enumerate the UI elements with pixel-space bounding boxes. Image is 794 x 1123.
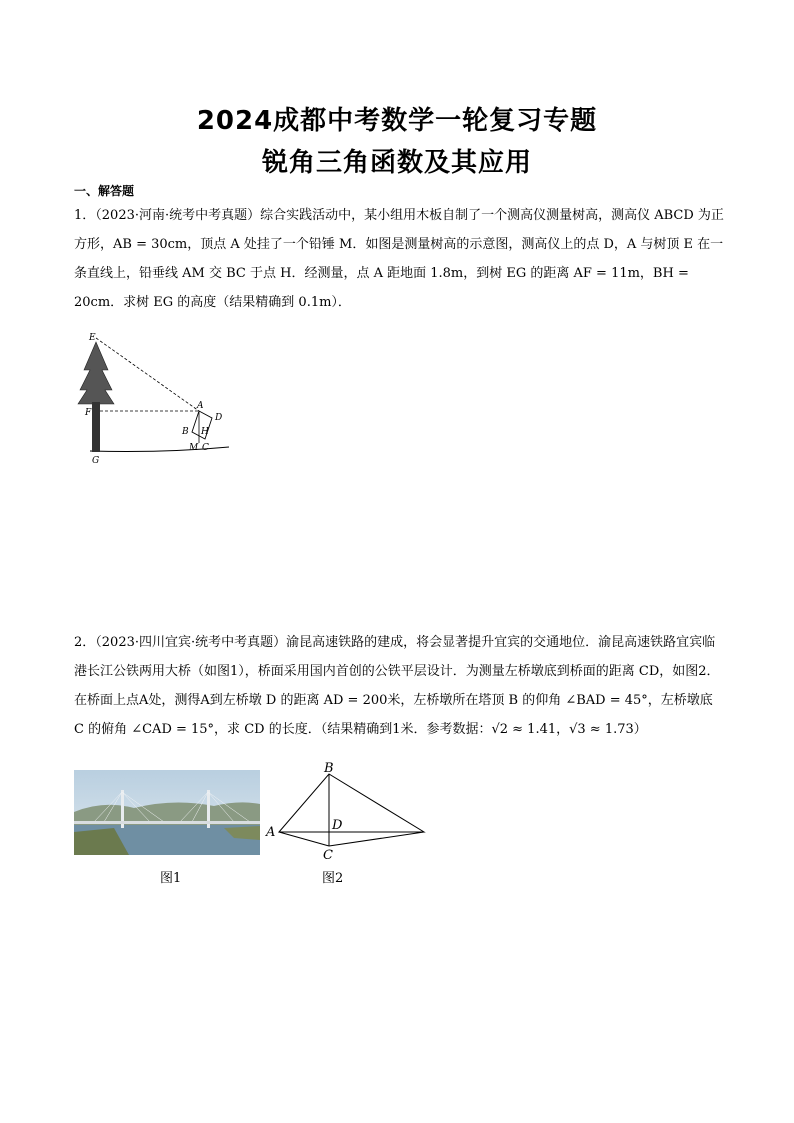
tree-crown: [78, 342, 114, 404]
label-D: D: [215, 413, 223, 423]
label-E: E: [89, 333, 96, 343]
section-heading: 一、解答题: [74, 184, 135, 198]
bridge-photo: [74, 770, 260, 855]
question-2-figure: [262, 762, 432, 862]
label-F: F: [85, 408, 92, 418]
label-A: A: [197, 401, 204, 411]
label-B: B: [324, 762, 334, 776]
label-D: D: [332, 818, 343, 833]
tree-trunk: [92, 402, 100, 452]
label-B: B: [182, 427, 189, 437]
title-line-1: 2024成都中考数学一轮复习专题: [196, 106, 598, 136]
label-H: H: [201, 427, 209, 437]
title-line-2: 锐角三角函数及其应用: [261, 148, 532, 178]
question-1-text: 1．（2023·河南·统考中考真题）综合实践活动中，某小组用木板自制了一个测高仪测量树高，测高仪 ABCD 为正方形，AB = 30cm，顶点 A 处挂了一个铅锤 M．如图是测量树高的示意图，测高仪上的点 D，A 与树顶 E 在一条直线上，铅垂线 AM 交 BC 于点 H．经测量，点 A 距地面 1.8m，到树 EG 的距离 AF = 11m，BH = 20cm．求树 EG 的高度（结果精确到 0.1m）．: [74, 208, 724, 310]
figure-2-caption: 图2: [322, 871, 344, 886]
label-C: C: [202, 443, 209, 453]
segment-cx: [329, 832, 424, 846]
label-G: G: [92, 456, 100, 465]
label-M: M: [189, 443, 199, 453]
figure-1-caption: 图1: [160, 871, 182, 886]
label-C: C: [323, 848, 333, 862]
label-A: A: [266, 825, 276, 840]
question-1-figure: [74, 330, 234, 465]
question-2-text: 2．（2023·四川宜宾·统考中考真题）渝昆高速铁路的建成，将会显著提升宜宾的交通地位．渝昆高速铁路宜宾临港长江公铁两用大桥（如图1），桥面采用国内首创的公铁平层设计．为测量左桥墩底到桥面的距离 CD，如图2．在桥面上点A处，测得A到左桥墩 D 的距离 AD = 200米，左桥墩所在塔顶 B 的仰角 ∠BAD = 45°，左桥墩底 C 的俯角 ∠CAD = 15°，求 CD 的长度．（结果精确到1米．参考数据：√2 ≈ 1.41，√3 ≈ 1.73）: [74, 635, 720, 737]
triangle-abx: [279, 774, 424, 832]
segment-ac: [279, 832, 329, 846]
